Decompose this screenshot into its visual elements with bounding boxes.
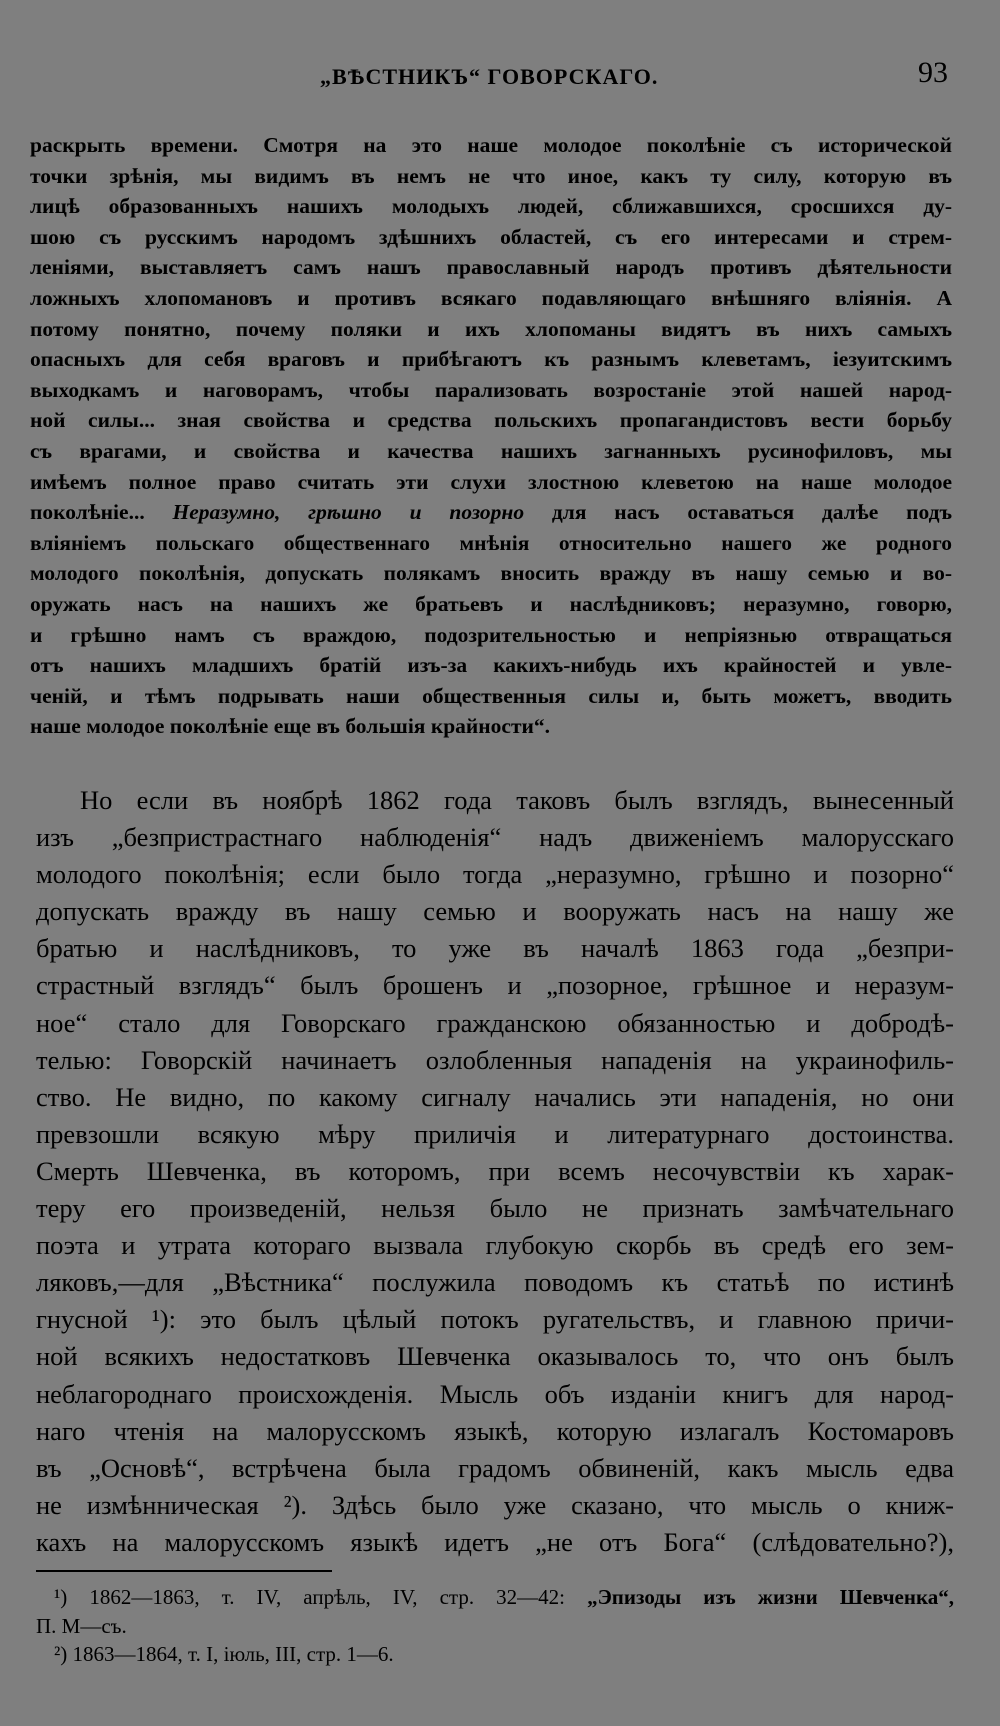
quote-line: вліяніемъ польскаго общественнаго мнѣнія относительно нашего же родного [30, 530, 952, 555]
quote-line: и грѣшно намъ съ враждою, подозрительностью и непріязнью отвращаться [30, 622, 952, 647]
main-line: молодого поколѣнія; если было тогда „неразумно, грѣшно и позорно“ [36, 859, 954, 890]
main-line: наго чтенія на малорусскомъ языкѣ, которую излагалъ Костомаровъ [36, 1415, 954, 1446]
quote-line: имѣемъ полное право считать эти слухи злостною клеветою на наше молодое [30, 469, 952, 494]
page-number: 93 [918, 56, 948, 89]
main-line: ное“ стало для Говорскаго гражданскою обязанностью и добродѣ- [36, 1007, 954, 1038]
quote-line: раскрыть времени. Смотря на это наше молодое поколѣніе съ исторической [30, 133, 952, 157]
quote-line: шою съ русскимъ народомъ здѣшнихъ областей, съ его интересами и стрем- [30, 224, 952, 249]
quoted-passage [30, 130, 952, 742]
main-line: братью и наслѣдниковъ, то уже въ началѣ 1863 года „безпри- [36, 933, 954, 964]
quote-line: оружать насъ на нашихъ же братьевъ и наслѣдниковъ; неразумно, говорю, [30, 591, 952, 616]
quote-line: ченій, и тѣмъ подрывать наши общественныя силы и, быть можетъ, вводить [30, 683, 952, 708]
quote-line: точки зрѣнія, мы видимъ въ немъ не что иное, какъ ту силу, которую въ [30, 163, 952, 188]
main-line: гнусной ¹): это былъ цѣлый потокъ ругательствъ, и главною причи- [36, 1304, 954, 1335]
quote-text: для насъ оставаться далѣе подъ [524, 500, 953, 525]
main-line: страстный взглядъ“ былъ брошенъ и „позорное, грѣшное и неразум- [36, 970, 954, 1001]
quote-line: потому понятно, почему поляки и ихъ хлопоманы видятъ въ нихъ самыхъ [30, 316, 952, 341]
running-title: „ВѢСТНИКЪ“ ГОВОРСКАГО. [320, 64, 659, 89]
main-line: Но если въ ноябрѣ 1862 года таковъ былъ взглядъ, вынесенный [80, 785, 954, 815]
quote-line: ной силы... зная свойства и средства польскихъ пропагандистовъ вести борьбу [30, 408, 952, 433]
main-line: кахъ на малорусскомъ языкѣ идетъ „не отъ Бога“ (слѣдовательно?), [36, 1526, 954, 1557]
main-line: ной всякихъ недостатковъ Шевченка оказывалось то, что онъ былъ [36, 1341, 954, 1372]
footnote-1-title: „Эпизоды изъ жизни Шевченка“, [587, 1585, 955, 1609]
footnotes [36, 1583, 954, 1669]
quote-text: поколѣніе... [30, 500, 173, 525]
footnote-2: ²) 1863—1864, т. I, іюль, III, стр. 1—6. [54, 1642, 394, 1666]
running-head [0, 56, 1000, 96]
quote-line: молодого поколѣнія, допускать полякамъ вносить вражду въ нашу семью и во- [30, 561, 952, 586]
quote-italic-emphasis: Неразумно, грѣшно и позорно [172, 500, 525, 525]
main-line: поэта и утрата котораго вызвала глубокую скорбь въ средѣ его зем- [36, 1230, 954, 1261]
quote-line: лицѣ образованныхъ нашихъ молодыхъ людей, сближавшихся, сросшихся ду- [30, 194, 952, 219]
quote-line: отъ нашихъ младшихъ братій изъ-за какихъ-нибудь ихъ крайностей и увле- [30, 653, 952, 678]
main-line: не измѣнническая ²). Здѣсь было уже сказано, что мысль о книж- [36, 1489, 954, 1520]
quote-line-mixed [30, 497, 952, 528]
footnote-1-ref: ¹) 1862—1863, т. IV, апрѣль, IV, стр. 32—42: [54, 1585, 588, 1609]
main-line: въ „Основѣ“, встрѣчена была градомъ обвиненій, какъ мысль едва [36, 1452, 954, 1483]
main-line: ляковъ,—для „Вѣстника“ послужила поводомъ къ статьѣ по истинѣ [36, 1267, 954, 1298]
quote-line: опасныхъ для себя враговъ и прибѣгаютъ къ разнымъ клеветамъ, іезуитскимъ [30, 347, 952, 372]
main-line: допускать вражду въ нашу семью и вооружать насъ на нашу же [36, 896, 954, 927]
footnote-1 [36, 1583, 954, 1612]
quote-line: ложныхъ хлопомановъ и противъ всякаго подавляющаго внѣшняго вліянія. А [30, 285, 952, 310]
main-line: превзошли всякую мѣру приличія и литературнаго достоинства. [36, 1118, 954, 1149]
quote-line-last: наше молодое поколѣніе еще въ большія крайности“. [30, 714, 551, 739]
main-line: теру его произведеній, нельзя было не признать замѣчательнаго [36, 1193, 954, 1224]
footnote-1-continued: П. М—съ. [36, 1613, 127, 1638]
quote-line: леніями, выставляетъ самъ нашъ православный народъ противъ дѣятельности [30, 255, 952, 280]
main-line: ство. Не видно, по какому сигналу начались эти нападенія, но они [36, 1081, 954, 1112]
main-line: Смерть Шевченка, въ которомъ, при всемъ несочувствіи къ харак- [36, 1155, 954, 1186]
quote-line: съ врагами, и свойства и качества нашихъ загнанныхъ русинофиловъ, мы [30, 438, 952, 463]
main-line: изъ „безпристрастнаго наблюденія“ надъ движеніемъ малорусскаго [36, 822, 954, 853]
main-paragraph [36, 782, 954, 1561]
main-line: телью: Говорскій начинаетъ озлобленныя нападенія на украинофиль- [36, 1044, 954, 1075]
main-line: неблагороднаго происхожденія. Мысль объ изданіи книгъ для народ- [36, 1378, 954, 1409]
footnote-rule [36, 1570, 332, 1572]
quote-line: выходкамъ и наговорамъ, чтобы парализовать возростаніе этой нашей народ- [30, 377, 952, 402]
